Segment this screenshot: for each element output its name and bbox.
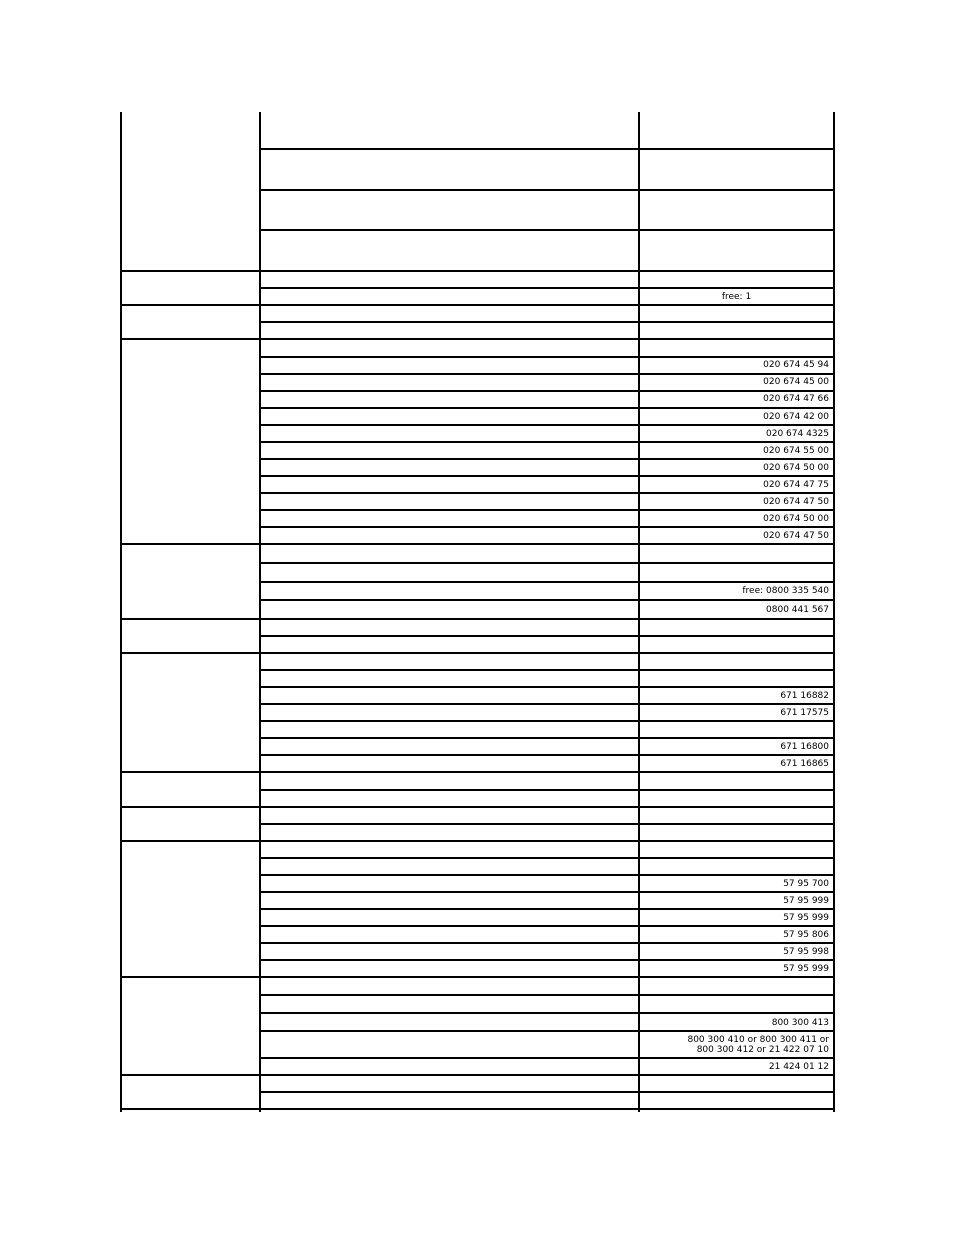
column-border-3 bbox=[833, 112, 835, 1112]
phone-number-cell: 57 95 999 bbox=[783, 913, 829, 923]
row-border-6 bbox=[259, 321, 835, 323]
phone-number-cell: 020 674 50 00 bbox=[763, 514, 829, 524]
row-border-28 bbox=[259, 703, 835, 705]
row-border-34 bbox=[259, 806, 835, 808]
row-border-19 bbox=[259, 543, 835, 545]
row-border-15 bbox=[259, 475, 835, 477]
row-border-40 bbox=[259, 908, 835, 910]
row-border-47 bbox=[259, 1030, 835, 1032]
column-border-1 bbox=[259, 112, 261, 1112]
phone-number-cell: 671 16865 bbox=[780, 759, 829, 769]
group-border-5 bbox=[120, 652, 259, 654]
row-border-0 bbox=[259, 148, 835, 150]
row-border-31 bbox=[259, 754, 835, 756]
row-border-45 bbox=[259, 994, 835, 996]
phone-number-cell: 020 674 45 00 bbox=[763, 377, 829, 387]
group-border-10 bbox=[120, 1074, 259, 1076]
row-border-49 bbox=[259, 1074, 835, 1076]
group-border-6 bbox=[120, 771, 259, 773]
row-border-22 bbox=[259, 599, 835, 601]
row-border-1 bbox=[259, 189, 835, 191]
phone-number-cell: 020 674 47 75 bbox=[763, 480, 829, 490]
row-border-43 bbox=[259, 959, 835, 961]
phone-number-cell: 57 95 998 bbox=[783, 947, 829, 957]
phone-number-cell: 020 674 45 94 bbox=[763, 360, 829, 370]
phone-number-cell: 020 674 4325 bbox=[766, 429, 829, 439]
row-border-7 bbox=[259, 338, 835, 340]
row-border-39 bbox=[259, 891, 835, 893]
row-border-29 bbox=[259, 720, 835, 722]
row-border-35 bbox=[259, 823, 835, 825]
phone-number-cell: 020 674 42 00 bbox=[763, 412, 829, 422]
phone-number-cell: 671 16882 bbox=[780, 691, 829, 701]
column-border-0 bbox=[120, 112, 122, 1112]
row-border-21 bbox=[259, 581, 835, 583]
row-border-8 bbox=[259, 356, 835, 358]
group-border-7 bbox=[120, 806, 259, 808]
row-border-41 bbox=[259, 925, 835, 927]
group-border-9 bbox=[120, 976, 259, 978]
row-border-16 bbox=[259, 492, 835, 494]
row-border-24 bbox=[259, 635, 835, 637]
row-border-32 bbox=[259, 771, 835, 773]
group-border-1 bbox=[120, 304, 259, 306]
row-border-12 bbox=[259, 424, 835, 426]
row-border-50 bbox=[259, 1091, 835, 1093]
phone-number-cell: 671 17575 bbox=[780, 708, 829, 718]
group-border-3 bbox=[120, 543, 259, 545]
phone-number-cell: 57 95 999 bbox=[783, 964, 829, 974]
phone-number-cell: 21 424 01 12 bbox=[768, 1062, 829, 1072]
row-border-25 bbox=[259, 652, 835, 654]
phone-number-cell: 020 674 47 66 bbox=[763, 394, 829, 404]
phone-number-cell: 800 300 412 or 21 422 07 10 bbox=[696, 1045, 829, 1055]
row-border-17 bbox=[259, 509, 835, 511]
row-border-30 bbox=[259, 737, 835, 739]
row-border-3 bbox=[259, 270, 835, 272]
row-border-2 bbox=[259, 229, 835, 231]
row-border-9 bbox=[259, 373, 835, 375]
phone-number-cell: 57 95 700 bbox=[783, 879, 829, 889]
phone-number-cell: 57 95 806 bbox=[783, 930, 829, 940]
row-border-14 bbox=[259, 458, 835, 460]
row-border-13 bbox=[259, 441, 835, 443]
group-border-8 bbox=[120, 840, 259, 842]
row-border-4 bbox=[259, 287, 835, 289]
phone-number-cell: 800 300 410 or 800 300 411 or bbox=[687, 1035, 829, 1045]
phone-number-cell: free: 0800 335 540 bbox=[742, 586, 829, 596]
row-border-5 bbox=[259, 304, 835, 306]
row-border-42 bbox=[259, 942, 835, 944]
row-border-48 bbox=[259, 1057, 835, 1059]
row-border-11 bbox=[259, 407, 835, 409]
phone-number-cell: free: 1 bbox=[721, 292, 752, 302]
phone-number-cell: 020 674 47 50 bbox=[763, 497, 829, 507]
phone-number-cell: 020 674 47 50 bbox=[763, 531, 829, 541]
phone-number-cell: 020 674 50 00 bbox=[763, 463, 829, 473]
group-border-11 bbox=[120, 1108, 259, 1110]
group-border-0 bbox=[120, 270, 259, 272]
row-border-44 bbox=[259, 976, 835, 978]
phone-number-cell: 57 95 999 bbox=[783, 896, 829, 906]
phone-number-cell: 020 674 55 00 bbox=[763, 446, 829, 456]
phone-number-cell: 671 16800 bbox=[780, 742, 829, 752]
row-border-51 bbox=[259, 1108, 835, 1110]
row-border-36 bbox=[259, 840, 835, 842]
row-border-10 bbox=[259, 390, 835, 392]
row-border-20 bbox=[259, 562, 835, 564]
row-border-26 bbox=[259, 669, 835, 671]
phone-number-cell: 0800 441 567 bbox=[766, 605, 829, 615]
row-border-46 bbox=[259, 1012, 835, 1014]
row-border-33 bbox=[259, 789, 835, 791]
row-border-18 bbox=[259, 526, 835, 528]
row-border-27 bbox=[259, 686, 835, 688]
phone-number-cell: 800 300 413 bbox=[771, 1018, 829, 1028]
row-border-23 bbox=[259, 618, 835, 620]
group-border-2 bbox=[120, 338, 259, 340]
group-border-4 bbox=[120, 618, 259, 620]
row-border-37 bbox=[259, 857, 835, 859]
row-border-38 bbox=[259, 874, 835, 876]
